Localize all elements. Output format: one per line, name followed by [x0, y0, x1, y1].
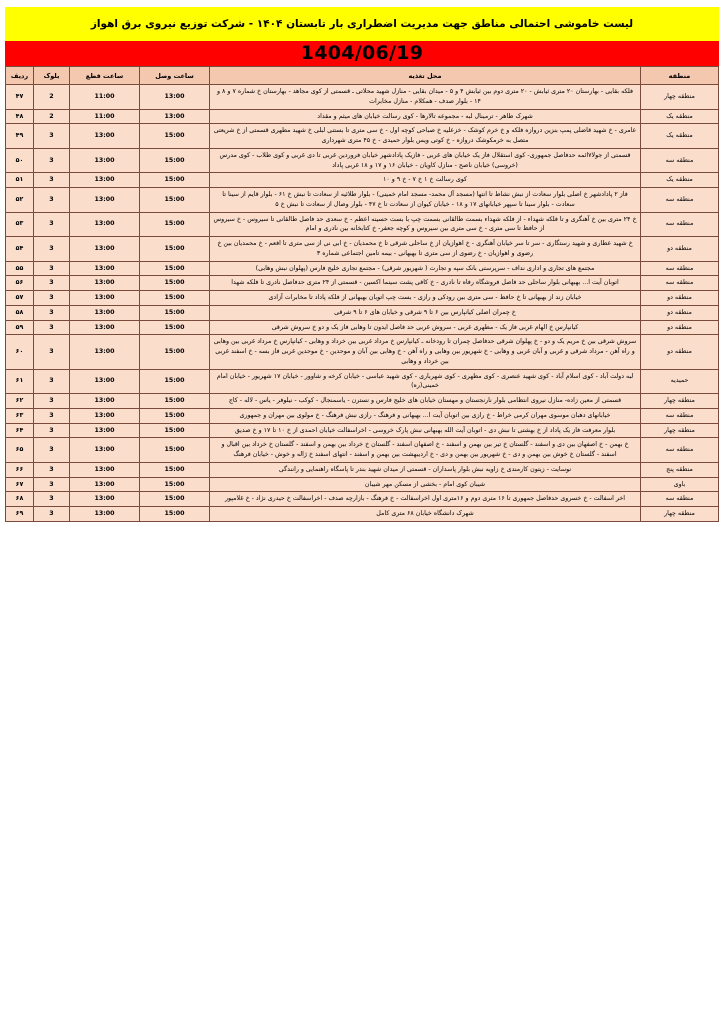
page-title: لیست خاموشی احتمالی مناطق جهت مدیریت اضطراری بار تابستان ۱۴۰۴ - شرکت توزیع نیروی برق اهواز	[5, 7, 719, 41]
cell-restore-time: 15:00	[140, 507, 210, 522]
cell-restore-time: 15:00	[140, 237, 210, 262]
cell-row-number: ۶۳	[6, 408, 34, 423]
cell-outage-time: 13:00	[70, 408, 140, 423]
cell-outage-time: 13:00	[70, 492, 140, 507]
table-row	[6, 305, 719, 320]
cell-place: بلوار معرفت فاز یک پاداد از خ بهشتی تا نبش دی - اتوبان آیت الله بهبهانی نبش پارک خروسی - اخراسفالت خیابان احمدی از خ ۱۰ تا ۱۷ و خ صدیق	[210, 423, 641, 438]
table-row	[6, 462, 719, 477]
cell-block: 3	[34, 124, 70, 149]
cell-outage-time: 13:00	[70, 335, 140, 369]
table-header	[6, 67, 719, 85]
cell-region: منطقه دو	[641, 305, 719, 320]
cell-restore-time: 15:00	[140, 173, 210, 188]
cell-region: حمیدیه	[641, 369, 719, 394]
cell-restore-time: 15:00	[140, 335, 210, 369]
cell-outage-time: 13:00	[70, 507, 140, 522]
cell-block: 3	[34, 276, 70, 291]
table-row	[6, 109, 719, 124]
cell-restore-time: 15:00	[140, 438, 210, 463]
cell-place: قسمتی از جولا۷ائمه حدفاصل جمهوری- کوی استقلال فاز یک خیابان های غربی - فازیک پادادشهر خیابان فروردین غربی تا دی غربی و کوی طلاب - کوی مدرس (خروسی) خیابان ناصح - منازل کاویان - خیابان ۱۶ و ۱۷ و ۱۸ غربی پاداد	[210, 148, 641, 173]
cell-row-number: ۶۹	[6, 507, 34, 522]
table-row	[6, 188, 719, 213]
cell-restore-time: 15:00	[140, 423, 210, 438]
cell-row-number: ۶۴	[6, 423, 34, 438]
cell-block: 3	[34, 369, 70, 394]
cell-region: منطقه دو	[641, 320, 719, 335]
cell-restore-time: 15:00	[140, 492, 210, 507]
cell-row-number: ۵۶	[6, 276, 34, 291]
cell-region: منطقه سه	[641, 276, 719, 291]
cell-region: منطقه چهار	[641, 507, 719, 522]
cell-outage-time: 13:00	[70, 305, 140, 320]
cell-place: شیبان کوی امام - بخشی از مسکن مهر شیبان	[210, 477, 641, 492]
column-header-radif: ردیف	[6, 67, 34, 85]
cell-row-number: ۶۵	[6, 438, 34, 463]
table-header-row	[6, 67, 719, 85]
table-row	[6, 291, 719, 306]
cell-outage-time: 13:00	[70, 148, 140, 173]
cell-place: خ ۲۴ متری بین خ آهنگری و تا فلکه شهداء - از فلکه شهداء بسمت طالقانی بسمت چپ با بست حسینه اعظم - خ سعدی حد فاصل طالقانی تا سیروس - خ سیروس از حافظ تا سی متری - خ سی متری بین سیروس و کوچه جعفر- خ کتابخانه بین نادری و امام	[210, 212, 641, 237]
cell-place: خیابانهای دهبان موسوی مهران کرمی خراط - خ رازی بین اتوبان آیت ا... بهبهانی و فرهنگ - رازی نبش فرهنگ - خ مولوی بین مهران و جمهوری	[210, 408, 641, 423]
cell-block: 3	[34, 507, 70, 522]
cell-restore-time: 15:00	[140, 369, 210, 394]
cell-place: خ چمران اصلی کیانپارس بین ۶ تا ۹ شرقی و خیابان های ۶ تا ۹ شرقی	[210, 305, 641, 320]
cell-block: 3	[34, 237, 70, 262]
table-row	[6, 408, 719, 423]
cell-outage-time: 13:00	[70, 320, 140, 335]
cell-row-number: ۵۹	[6, 320, 34, 335]
cell-restore-time: 15:00	[140, 477, 210, 492]
cell-region: منطقه سه	[641, 408, 719, 423]
cell-restore-time: 15:00	[140, 212, 210, 237]
cell-row-number: ۵۵	[6, 261, 34, 276]
cell-row-number: ۴۸	[6, 109, 34, 124]
cell-block: 3	[34, 261, 70, 276]
cell-restore-time: 15:00	[140, 408, 210, 423]
cell-row-number: ۵۸	[6, 305, 34, 320]
cell-region: منطقه سه	[641, 212, 719, 237]
cell-outage-time: 13:00	[70, 291, 140, 306]
cell-place: شهرک دانشگاه خیابان ۶۸ متری کامل	[210, 507, 641, 522]
cell-place: سروش شرقی بین خ مریم یک و دو - خ پهلوان شرقی حدفاصل چمران تا رودخانه ـ کیانپارس خ مرداد غربی بین خرداد و وهابی - کیانپارس خ مرداد غربی بین وهابی و راه آهن - مرداد شرقی و غربی و آبان غربی و وهابی - خ شهریور بین وهابی و راه آهن - خ وهابی بین آبان و موحدین - خ موحدین غربی فاز بسه - خ اسفند غربی بین خرداد و وهابی	[210, 335, 641, 369]
cell-region: منطقه چهار	[641, 423, 719, 438]
cell-place: فاز ۲ پادادشهر خ اصلی بلوار سعادت از نبش نشاط تا انتها (مسجد آل محمد- مسجد امام خمینی) - بلوار طلائیه از سعادت تا نبش خ ۶۱ - بلوار قایم از سینا تا سعادت - بلوار سینا تا سپهر خیابانهای ۱۷ و ۱۸ - خیابان کیوان از سعادت تا خ ۴۷ - بلوار وصال از سعادت تا نبش خ ۵	[210, 188, 641, 213]
cell-block: 2	[34, 109, 70, 124]
cell-region: منطقه پنج	[641, 462, 719, 477]
cell-region: منطقه یک	[641, 109, 719, 124]
cell-outage-time: 13:00	[70, 237, 140, 262]
cell-restore-time: 15:00	[140, 124, 210, 149]
cell-place: لبه دولت آباد - کوی اسلام آباد - کوی شهید عنصری - کوی مطهری - کوی شهرباری - کوی شهید عباسی - خیابان کرخه و شاوور - خیابان ۱۷ شهریور - خیابان امام خمینی(ره)	[210, 369, 641, 394]
cell-place: فلکه بقایی - بهارستان ۲۰ متری ثیابش - ۲۰ متری دوم بین ثیابش ۴ و ۵ - میدان بقایی - منازل شهید محلاتی ـ قسمتی از کوی مجاهد - بهارستان خ شماره ۷ و ۸ و ۱۴ - بلوار صدف - همکلام - منازل مخابرات	[210, 85, 641, 110]
table-row	[6, 237, 719, 262]
cell-region: منطقه سه	[641, 492, 719, 507]
table-row	[6, 276, 719, 291]
table-row	[6, 492, 719, 507]
cell-outage-time: 13:00	[70, 188, 140, 213]
table-row	[6, 261, 719, 276]
cell-restore-time: 15:00	[140, 305, 210, 320]
cell-block: 3	[34, 212, 70, 237]
table-row	[6, 320, 719, 335]
table-row	[6, 369, 719, 394]
cell-outage-time: 13:00	[70, 369, 140, 394]
cell-block: 3	[34, 492, 70, 507]
cell-region: منطقه سه	[641, 188, 719, 213]
cell-block: 3	[34, 462, 70, 477]
table-row	[6, 148, 719, 173]
cell-place: مجتمع های تجاری و اداری نداف - سرپرستی بانک سپه و تجارت ( شهریور شرقی) - مجتمع تجاری خلیج فارس (پهلوان نبش وهابی)	[210, 261, 641, 276]
cell-region: منطقه یک	[641, 173, 719, 188]
cell-restore-time: 15:00	[140, 462, 210, 477]
column-header-block: بلوک	[34, 67, 70, 85]
cell-block: 2	[34, 85, 70, 110]
column-header-region: منطقه	[641, 67, 719, 85]
cell-row-number: ۶۲	[6, 394, 34, 409]
cell-outage-time: 13:00	[70, 477, 140, 492]
column-header-off: ساعت قطع	[70, 67, 140, 85]
cell-region: منطقه چهار	[641, 85, 719, 110]
outage-table	[5, 66, 719, 522]
cell-restore-time: 13:00	[140, 109, 210, 124]
table-row	[6, 423, 719, 438]
cell-row-number: ۶۶	[6, 462, 34, 477]
cell-outage-time: 13:00	[70, 261, 140, 276]
cell-block: 3	[34, 291, 70, 306]
cell-block: 3	[34, 335, 70, 369]
cell-outage-time: 13:00	[70, 423, 140, 438]
cell-place: کوی رسالت خ ۱ خ ۷ - خ ۹ و ۱۰	[210, 173, 641, 188]
cell-place: شهرک طاهر - ترمینال لبه - مجموعه تالارها - کوی رسالت خیابان های میثم و مقداد	[210, 109, 641, 124]
column-header-place: محل تغذیه	[210, 67, 641, 85]
cell-row-number: ۶۰	[6, 335, 34, 369]
cell-place: خ بهمن - خ اصفهان بین دی و اسفند - گلستان خ تیر بین بهمن و اسفند - خ اصفهان اسفند - گلستان خ خرداد بین بهمن و اسفند - گلستان خ خرداد بین اقبال و اسفند - گلستان خ خوش بین بهمن و دی - خ شهریور بین بهمن و دی - خ اردیبهشت بین بهمن و اسفند - انتهای اسفند خ ژاله و خوش - خیابان فرهنگ	[210, 438, 641, 463]
cell-block: 3	[34, 423, 70, 438]
cell-place: خ شهید عطاری و شهید رستگاری - سر تا سر خیابان آهنگری - خ اهوازیان از خ ساحلی شرقی تا خ محمدیان - خ ابی نی از سی متری تا افعم - خ محمدیان بین خ رضوی و اهوازیان - خ رضوی از سی متری تا بهبهانی - بیمه تامین اجتماعی شماره ۳	[210, 237, 641, 262]
cell-restore-time: 13:00	[140, 85, 210, 110]
cell-block: 3	[34, 173, 70, 188]
cell-restore-time: 15:00	[140, 261, 210, 276]
table-row	[6, 212, 719, 237]
cell-outage-time: 13:00	[70, 438, 140, 463]
cell-outage-time: 13:00	[70, 124, 140, 149]
cell-region: منطقه یک	[641, 124, 719, 149]
cell-restore-time: 15:00	[140, 320, 210, 335]
table-row	[6, 507, 719, 522]
cell-row-number: ۴۷	[6, 85, 34, 110]
cell-block: 3	[34, 305, 70, 320]
table-row	[6, 477, 719, 492]
cell-row-number: ۵۷	[6, 291, 34, 306]
cell-region: منطقه سه	[641, 148, 719, 173]
cell-row-number: ۶۱	[6, 369, 34, 394]
cell-row-number: ۶۸	[6, 492, 34, 507]
cell-place: کیانپارس خ الهام غربی فاز یک - مطهری غربی - سروش غربی حد فاصل ایدون تا وهابی فاز یک و دو خ سروش شرقی	[210, 320, 641, 335]
cell-outage-time: 13:00	[70, 276, 140, 291]
cell-block: 3	[34, 320, 70, 335]
cell-row-number: ۵۳	[6, 212, 34, 237]
cell-block: 3	[34, 408, 70, 423]
cell-block: 3	[34, 477, 70, 492]
cell-region: منطقه سه	[641, 438, 719, 463]
cell-row-number: ۵۰	[6, 148, 34, 173]
table-row	[6, 124, 719, 149]
cell-region: منطقه سه	[641, 261, 719, 276]
cell-place: عامری - خ شهید قاضلی پمپ بنزین دروازه فلکه و خ خرم کوشک - خزعلیه خ صباحی کوچه اول - خ سی متری تا بستنی لبلی خ شهید مطهری قسمتی از خ شریعتی متصل به خرمکوشک دروازه - خ کوتی ویس بلوار حمیدی - خ ۴۵ متری شهرداری	[210, 124, 641, 149]
cell-region: منطقه دو	[641, 237, 719, 262]
cell-place: خیابان زند از بهبهانی تا خ حافظ - سی متری بین رودکی و رازی - بست چپ اتوبان بهبهانی از فلکه پاداد تا مخابرات آزادی	[210, 291, 641, 306]
cell-block: 3	[34, 394, 70, 409]
cell-block: 3	[34, 188, 70, 213]
table-row	[6, 438, 719, 463]
cell-row-number: ۵۱	[6, 173, 34, 188]
cell-block: 3	[34, 148, 70, 173]
cell-place: نوسایت - زیتون کارمندی خ زاویه نبش بلوار پاسداران - قسمتی از میدان شهید بندر تا پاسگاه راهنمایی و رانندگی	[210, 462, 641, 477]
cell-region: منطقه دو	[641, 291, 719, 306]
cell-region: باوی	[641, 477, 719, 492]
cell-region: منطقه دو	[641, 335, 719, 369]
cell-place: قسمتی از معین زاده- منازل نیروی انتظامی بلوار نارنجستان و مهستان خیابان های خلیج فارس و نسترن - یاسمنجال - کوکب - نیلوفر - یاس - لاله - کاج	[210, 394, 641, 409]
cell-row-number: ۵۲	[6, 188, 34, 213]
table-row	[6, 335, 719, 369]
column-header-on: ساعت وصل	[140, 67, 210, 85]
cell-restore-time: 15:00	[140, 148, 210, 173]
table-row	[6, 173, 719, 188]
table-row	[6, 85, 719, 110]
cell-outage-time: 13:00	[70, 173, 140, 188]
cell-restore-time: 15:00	[140, 291, 210, 306]
cell-outage-time: 13:00	[70, 462, 140, 477]
cell-outage-time: 11:00	[70, 85, 140, 110]
cell-outage-time: 13:00	[70, 394, 140, 409]
cell-region: منطقه چهار	[641, 394, 719, 409]
cell-place: اخر اسفالت - خ خسروی حدفاصل جمهوری تا ۱۶ متری دوم و ۱۶متری اول اخراسفالت - خ فرهنگ - بازارچه صدف - اخراسفالت خ حیدری نژاد - خ غلامپور	[210, 492, 641, 507]
cell-block: 3	[34, 438, 70, 463]
schedule-date: 1404/06/19	[5, 41, 719, 66]
table-body	[6, 85, 719, 522]
cell-outage-time: 11:00	[70, 109, 140, 124]
table-row	[6, 394, 719, 409]
cell-outage-time: 13:00	[70, 212, 140, 237]
cell-restore-time: 15:00	[140, 394, 210, 409]
cell-row-number: ۴۹	[6, 124, 34, 149]
cell-row-number: ۶۷	[6, 477, 34, 492]
cell-row-number: ۵۴	[6, 237, 34, 262]
cell-restore-time: 15:00	[140, 276, 210, 291]
cell-restore-time: 15:00	[140, 188, 210, 213]
cell-place: اتوبان آیت ا... بهبهانی بلوار ساحلی حد فاصل فروشگاه رفاه تا نادری - خ کافی پشت سینما اکسین - قسمتی از ۲۴ متری حدفاصل نادری تا فلکه شهدا	[210, 276, 641, 291]
